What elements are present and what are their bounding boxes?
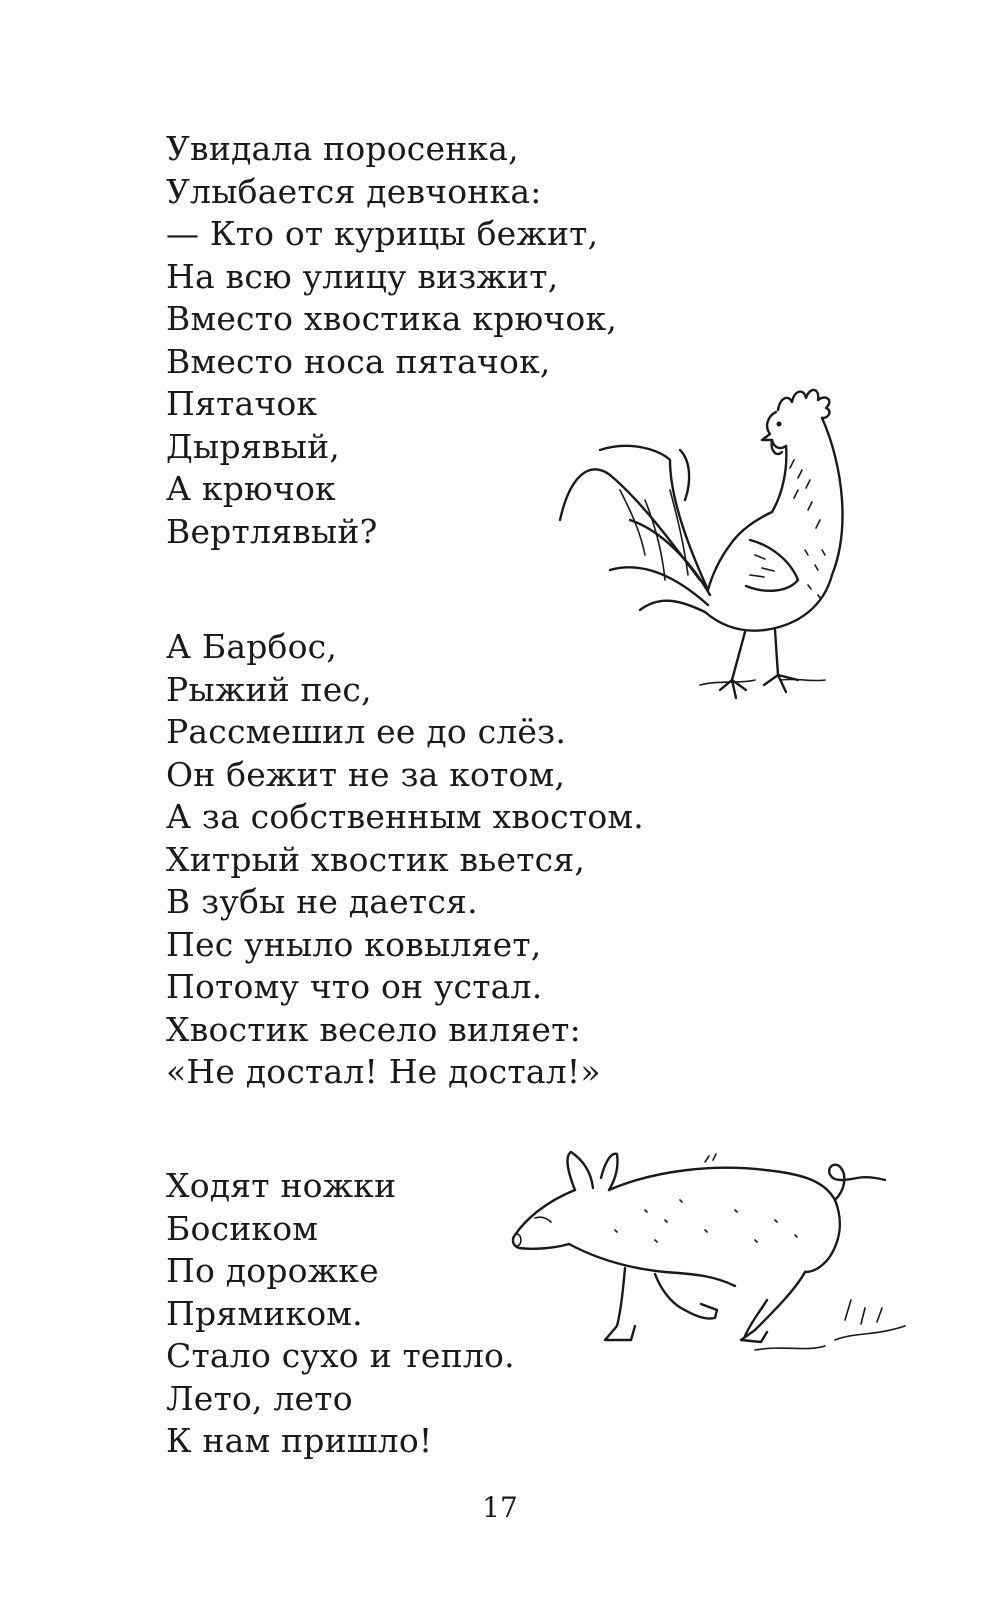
poem-line: А за собственным хвостом. <box>166 797 644 836</box>
poem-line: А крючок <box>166 469 336 508</box>
poem-line: Улыбается девчонка: <box>166 171 542 211</box>
poem-line: Стало сухо и тепло. <box>166 1336 515 1375</box>
poem-line: Хвостик весело виляет: <box>166 1009 581 1049</box>
poem-line: — Кто от курицы бежит, <box>166 214 599 253</box>
piglet-illustration <box>505 1140 945 1370</box>
poem-line: Рыжий пес, <box>166 669 372 709</box>
poem-line: Босиком <box>166 1208 319 1248</box>
poem-line: В зубы не дается. <box>166 882 478 921</box>
poem-line: Вместо носа пятачок, <box>166 341 551 381</box>
poem-line: Вертлявый? <box>166 511 378 551</box>
poem-line: Лето, лето <box>166 1378 353 1418</box>
poem-line: К нам пришло! <box>166 1421 433 1460</box>
poem-line: Хитрый хвостик вьется, <box>166 839 586 879</box>
poem-line: Пятачок <box>166 384 318 423</box>
stanza-3 <box>166 1165 515 1463</box>
poem-line: Пес уныло ковыляет, <box>166 924 542 964</box>
poem-line: Рассмешил ее до слёз. <box>166 712 567 751</box>
poem-line: Потому что он устал. <box>166 967 543 1006</box>
page-number: 17 <box>482 1491 518 1524</box>
poem-line: Прямиком. <box>166 1293 363 1333</box>
poem-line: Ходят ножки <box>166 1166 397 1205</box>
rooster-illustration <box>550 380 860 750</box>
poem-line: На всю улицу визжит, <box>166 256 559 296</box>
poem-line: «Не достал! Не достал!» <box>166 1052 601 1091</box>
poem-line: Он бежит не за котом, <box>166 754 566 794</box>
poem-line: Увидала поросенка, <box>166 129 519 168</box>
poem-line: А Барбос, <box>166 627 338 666</box>
poem-line: Вместо хвостика крючок, <box>166 299 618 338</box>
poem-line: По дорожке <box>166 1251 379 1290</box>
poem-line: Дырявый, <box>166 426 340 466</box>
